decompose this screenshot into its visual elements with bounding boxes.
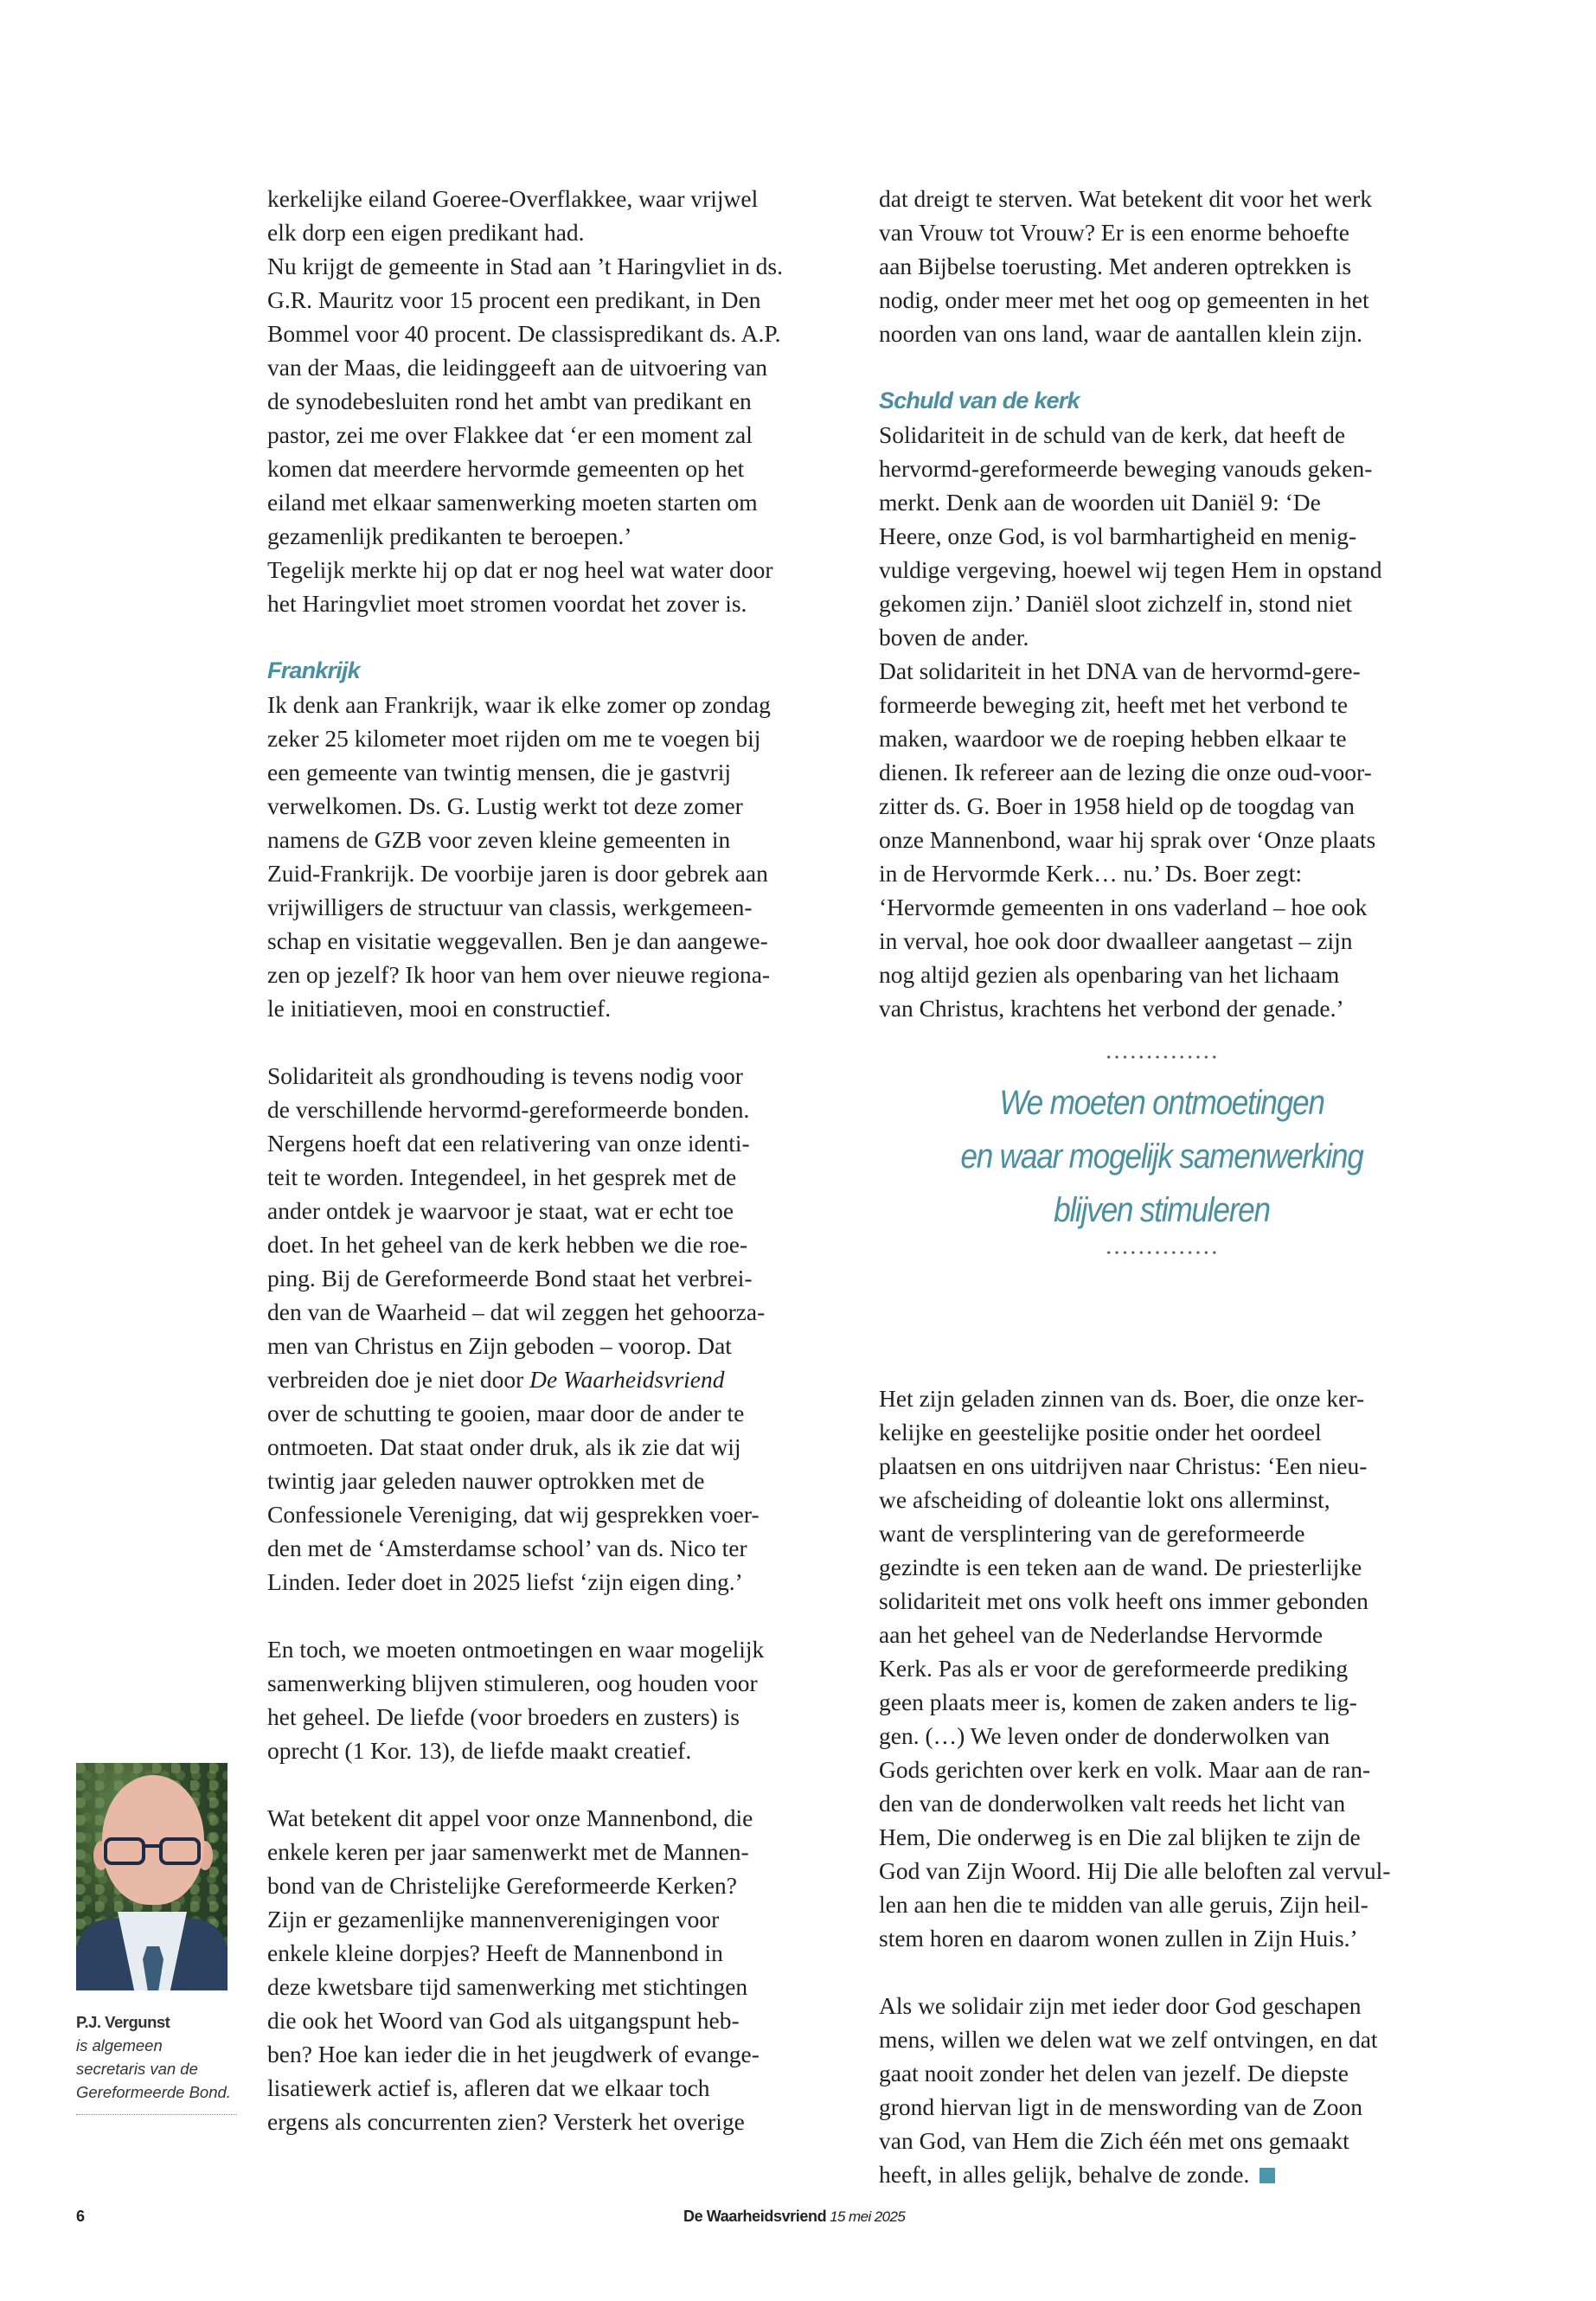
text-line: ander ontdek je waarvoor je staat, wat er echt toe <box>267 1197 734 1224</box>
text-line: men van Christus en Zijn geboden – voorop. Dat <box>267 1332 732 1359</box>
page-number: 6 <box>76 2208 86 2225</box>
text-line: stem horen en daarom wonen zullen in Zijn Huis.’ <box>879 1925 1358 1952</box>
text-line: van der Maas, die leidinggeeft aan de uitvoering van <box>267 354 768 381</box>
text-line: zen op jezelf? Ik hoor van hem over nieuwe regiona- <box>267 961 771 988</box>
text-line: le initiatieven, mooi en constructief. <box>267 995 612 1022</box>
text-line: Heere, onze God, is vol barmhartigheid en menig- <box>879 522 1357 549</box>
author-role-line: Gereformeerde Bond. <box>76 2083 231 2101</box>
text-line: samenwerking blijven stimuleren, oog houden voor <box>267 1670 758 1696</box>
publication-name: De Waarheidsvriend <box>683 2208 827 2225</box>
text-line: namens de GZB voor zeven kleine gemeenten in <box>267 826 731 853</box>
text-line: gezamenlijk predikanten te beroepen.’ <box>267 522 632 549</box>
text-line: kerkelijke eiland Goeree-Overflakkee, waar vrijwel <box>267 185 759 212</box>
text-line: de verschillende hervormd-gereformeerde bonden. <box>267 1096 750 1123</box>
end-of-article-square-icon <box>1259 2168 1275 2183</box>
photo-glasses <box>104 1837 203 1867</box>
text-line: onze Mannenbond, waar hij sprak over ‘Onze plaats <box>879 826 1376 853</box>
text-line: oprecht (1 Kor. 13), de liefde maakt creatief. <box>267 1737 692 1764</box>
text-line: het geheel. De liefde (voor broeders en zusters) is <box>267 1703 740 1730</box>
right-intro-paragraph <box>879 182 1467 350</box>
text-line: Gods gerichten over kerk en volk. Maar aan de ran- <box>879 1756 1371 1783</box>
pull-quote-line: We moeten ontmoetingen <box>999 1084 1324 1122</box>
geladen-paragraph <box>879 1381 1467 1955</box>
text-line: den met de ‘Amsterdamse school’ van ds. Nico ter <box>267 1535 747 1561</box>
text-line: elk dorp een eigen predikant had. <box>267 219 585 246</box>
pull-quote-line: en waar mogelijk samenwerking <box>960 1138 1363 1176</box>
text-line: verwelkomen. Ds. G. Lustig werkt tot deze zomer <box>267 792 743 819</box>
text-line: teit te worden. Integendeel, in het gesprek met de <box>267 1163 737 1190</box>
text-line: Bommel voor 40 procent. De classispredikant ds. A.P. <box>267 320 781 347</box>
text-line: En toch, we moeten ontmoetingen en waar mogelijk <box>267 1636 765 1663</box>
text-line: we afscheiding of doleantie lokt ons allerminst, <box>879 1486 1330 1513</box>
text-line: geen plaats meer is, komen de zaken anders te lig- <box>879 1689 1357 1715</box>
text-line: Dat solidariteit in het DNA van de hervormd-gere- <box>879 657 1361 684</box>
text-line: Ik denk aan Frankrijk, waar ik elke zomer op zondag <box>267 691 771 718</box>
text-line: nodig, onder meer met het oog op gemeenten in het <box>879 286 1369 313</box>
text-line: enkele kleine dorpjes? Heeft de Mannenbond in <box>267 1939 723 1966</box>
text-line: formeerde beweging zit, heeft met het verbond te <box>879 691 1349 718</box>
author-role-line: secretaris van de <box>76 2060 198 2078</box>
text-line: Nu krijgt de gemeente in Stad aan ’t Haringvliet in ds. <box>267 253 783 279</box>
text-line: ping. Bij de Gereformeerde Bond staat het verbrei- <box>267 1265 753 1292</box>
text-line: Als we solidair zijn met ieder door God geschapen <box>879 1992 1362 2019</box>
publication-title-italic: De Waarheidsvriend <box>529 1366 725 1393</box>
footer-publication <box>683 2208 905 2226</box>
text-line: Nergens hoeft dat een relativering van onze identi- <box>267 1130 750 1157</box>
text-line: gen. (…) We leven onder de donderwolken van <box>879 1722 1330 1749</box>
text-line: enkele keren per jaar samenwerkt met de Mannen- <box>267 1838 749 1865</box>
text-line: boven de ander. <box>879 624 1029 651</box>
text-line: den van de Waarheid – dat wil zeggen het gehoorza- <box>267 1298 766 1325</box>
text-line: die ook het Woord van God als uitgangspunt heb- <box>267 2007 740 2034</box>
text-line: deze kwetsbare tijd samenwerking met stichtingen <box>267 1973 748 2000</box>
text-line: Tegelijk merkte hij op dat er nog heel wat water door <box>267 556 773 583</box>
text-line: Hem, Die onderweg is en Die zal blijken te zijn de <box>879 1823 1361 1850</box>
author-byline <box>76 2010 240 2104</box>
text-line: nog altijd gezien als openbaring van het lichaam <box>879 961 1340 988</box>
text-line: maken, waardoor we de roeping hebben elkaar te <box>879 725 1347 752</box>
pull-quote-line: blijven stimuleren <box>1054 1191 1270 1229</box>
text-line: want de versplintering van de gereformeerde <box>879 1520 1305 1547</box>
text-line: merkt. Denk aan de woorden uit Daniël 9: ‘De <box>879 489 1321 516</box>
text-line: hervormd-gereformeerde beweging vanouds geken- <box>879 455 1373 482</box>
text-line: eiland met elkaar samenwerking moeten starten om <box>267 489 758 516</box>
pull-quote-text <box>913 1076 1411 1237</box>
left-intro-paragraph <box>267 182 856 620</box>
text-line: plaatsen en ons uitdrijven naar Christus: ‘Een nieu- <box>879 1452 1368 1479</box>
text-line: bond van de Christelijke Gereformeerde Kerken? <box>267 1872 737 1899</box>
text-line: aan het geheel van de Nederlandse Hervormde <box>879 1621 1324 1648</box>
text-line: pastor, zei me over Flakkee dat ‘er een moment zal <box>267 421 753 448</box>
text-line: Solidariteit als grondhouding is tevens nodig voor <box>267 1062 743 1089</box>
slot-last-line: heeft, in alles gelijk, behalve de zonde. <box>879 2161 1250 2188</box>
text-line: Wat betekent dit appel voor onze Mannenbond, die <box>267 1804 753 1831</box>
text-line: G.R. Mauritz voor 15 procent een predikant, in Den <box>267 286 761 313</box>
text-line: in verval, hoe ook door dwaalleer aangetast – zijn <box>879 927 1353 954</box>
text-line: schap en visitatie weggevallen. Ben je dan aangewe- <box>267 927 768 954</box>
text-line: ‘Hervormde gemeenten in ons vaderland – hoe ook <box>879 894 1368 920</box>
text-line: gekomen zijn.’ Daniël sloot zichzelf in, stond niet <box>879 590 1353 617</box>
text-line: kelijke en geestelijke positie onder het oordeel <box>879 1419 1322 1445</box>
text-line: noorden van ons land, waar de aantallen klein zijn. <box>879 320 1362 347</box>
author-name: P.J. Vergunst <box>76 2013 170 2031</box>
author-photo <box>76 1763 228 1990</box>
text-line: gaat nooit zonder het delen van jezelf. De diepste <box>879 2060 1349 2086</box>
frankrijk-paragraph <box>267 688 856 1025</box>
text-line: mens, willen we delen wat we zelf ontvingen, en dat <box>879 2026 1378 2053</box>
text-line: van Christus, krachtens het verbond der genade.’ <box>879 995 1344 1022</box>
issue-date: 15 mei 2025 <box>830 2208 906 2225</box>
dotted-divider-bottom <box>1105 1249 1219 1256</box>
text-line: zitter ds. G. Boer in 1958 hield op de toogdag van <box>879 792 1355 819</box>
text-line: van God, van Hem die Zich één met ons gemaakt <box>879 2127 1349 2154</box>
text-line: zeker 25 kilometer moet rijden om me te voegen bij <box>267 725 761 752</box>
dotted-divider-top <box>1105 1054 1219 1061</box>
heading-frankrijk: Frankrijk <box>267 657 360 683</box>
text-line: dienen. Ik refereer aan de lezing die onze oud-voor- <box>879 759 1372 785</box>
text-line: gezindte is een teken aan de wand. De priesterlijke <box>879 1554 1362 1580</box>
author-role-line: is algemeen <box>76 2036 163 2054</box>
text-line: den van de donderwolken valt reeds het licht van <box>879 1790 1346 1817</box>
text-line: Zijn er gezamenlijke mannenverenigingen voor <box>267 1906 720 1932</box>
author-dotted-rule <box>76 2114 237 2115</box>
italic-reference-line: verbreiden doe je niet door De Waarheidsvriend <box>267 1366 725 1393</box>
text-line: aan Bijbelse toerusting. Met anderen optrekken is <box>879 253 1352 279</box>
text-line: komen dat meerdere hervormde gemeenten op het <box>267 455 745 482</box>
text-line: Zuid-Frankrijk. De voorbije jaren is door gebrek aan <box>267 860 768 887</box>
schuld-paragraph <box>879 418 1467 1025</box>
text-line: ben? Hoe kan ieder die in het jeugdwerk of evange- <box>267 2041 760 2067</box>
text-line: lisatiewerk actief is, afleren dat we elkaar toch <box>267 2074 710 2101</box>
en-toch-paragraph <box>267 1632 856 1767</box>
text-line: Confessionele Vereniging, dat wij gesprekken voer- <box>267 1501 760 1528</box>
text-line: len aan hen die te midden van alle geruis, Zijn heil- <box>879 1891 1368 1918</box>
pull-quote <box>879 1054 1445 1256</box>
left-column <box>267 182 856 2138</box>
text-line: de synodebesluiten rond het ambt van predikant en <box>267 388 752 414</box>
text-line: van Vrouw tot Vrouw? Er is een enorme behoefte <box>879 219 1349 246</box>
text-line: grond hiervan ligt in de menswording van de Zoon <box>879 2093 1363 2120</box>
text-line: God van Zijn Woord. Hij Die alle beloften zal vervul- <box>879 1857 1391 1884</box>
text-line: het Haringvliet moet stromen voordat het zover is. <box>267 590 747 617</box>
text-line: solidariteit met ons volk heeft ons immer gebonden <box>879 1587 1368 1614</box>
text-line: ontmoeten. Dat staat onder druk, als ik zie dat wij <box>267 1433 741 1460</box>
text-line: een gemeente van twintig mensen, die je gastvrij <box>267 759 732 785</box>
slot-paragraph <box>879 1989 1467 2191</box>
text-line: doet. In het geheel van de kerk hebben we die roe- <box>267 1231 748 1258</box>
heading-schuld-van-de-kerk: Schuld van de kerk <box>879 388 1080 413</box>
solidariteit-paragraph <box>267 1059 856 1599</box>
text-line: ergens als concurrenten zien? Versterk het overige <box>267 2108 745 2135</box>
appel-paragraph <box>267 1801 856 2138</box>
text-line: vrijwilligers de structuur van classis, werkgemeen- <box>267 894 753 920</box>
text-line: twintig jaar geleden nauwer optrokken met de <box>267 1467 705 1494</box>
text-line: over de schutting te gooien, maar door de ander te <box>267 1400 745 1426</box>
text-line: Kerk. Pas als er voor de gereformeerde prediking <box>879 1655 1349 1682</box>
text-line: Het zijn geladen zinnen van ds. Boer, die onze ker- <box>879 1385 1365 1412</box>
text-line: dat dreigt te sterven. Wat betekent dit voor het werk <box>879 185 1373 212</box>
text-line: Linden. Ieder doet in 2025 liefst ‘zijn eigen ding.’ <box>267 1568 743 1595</box>
text-line: in de Hervormde Kerk… nu.’ Ds. Boer zegt: <box>879 860 1302 887</box>
text-line: Solidariteit in de schuld van de kerk, dat heeft de <box>879 421 1346 448</box>
text-line: vuldige vergeving, hoewel wij tegen Hem in opstand <box>879 556 1382 583</box>
